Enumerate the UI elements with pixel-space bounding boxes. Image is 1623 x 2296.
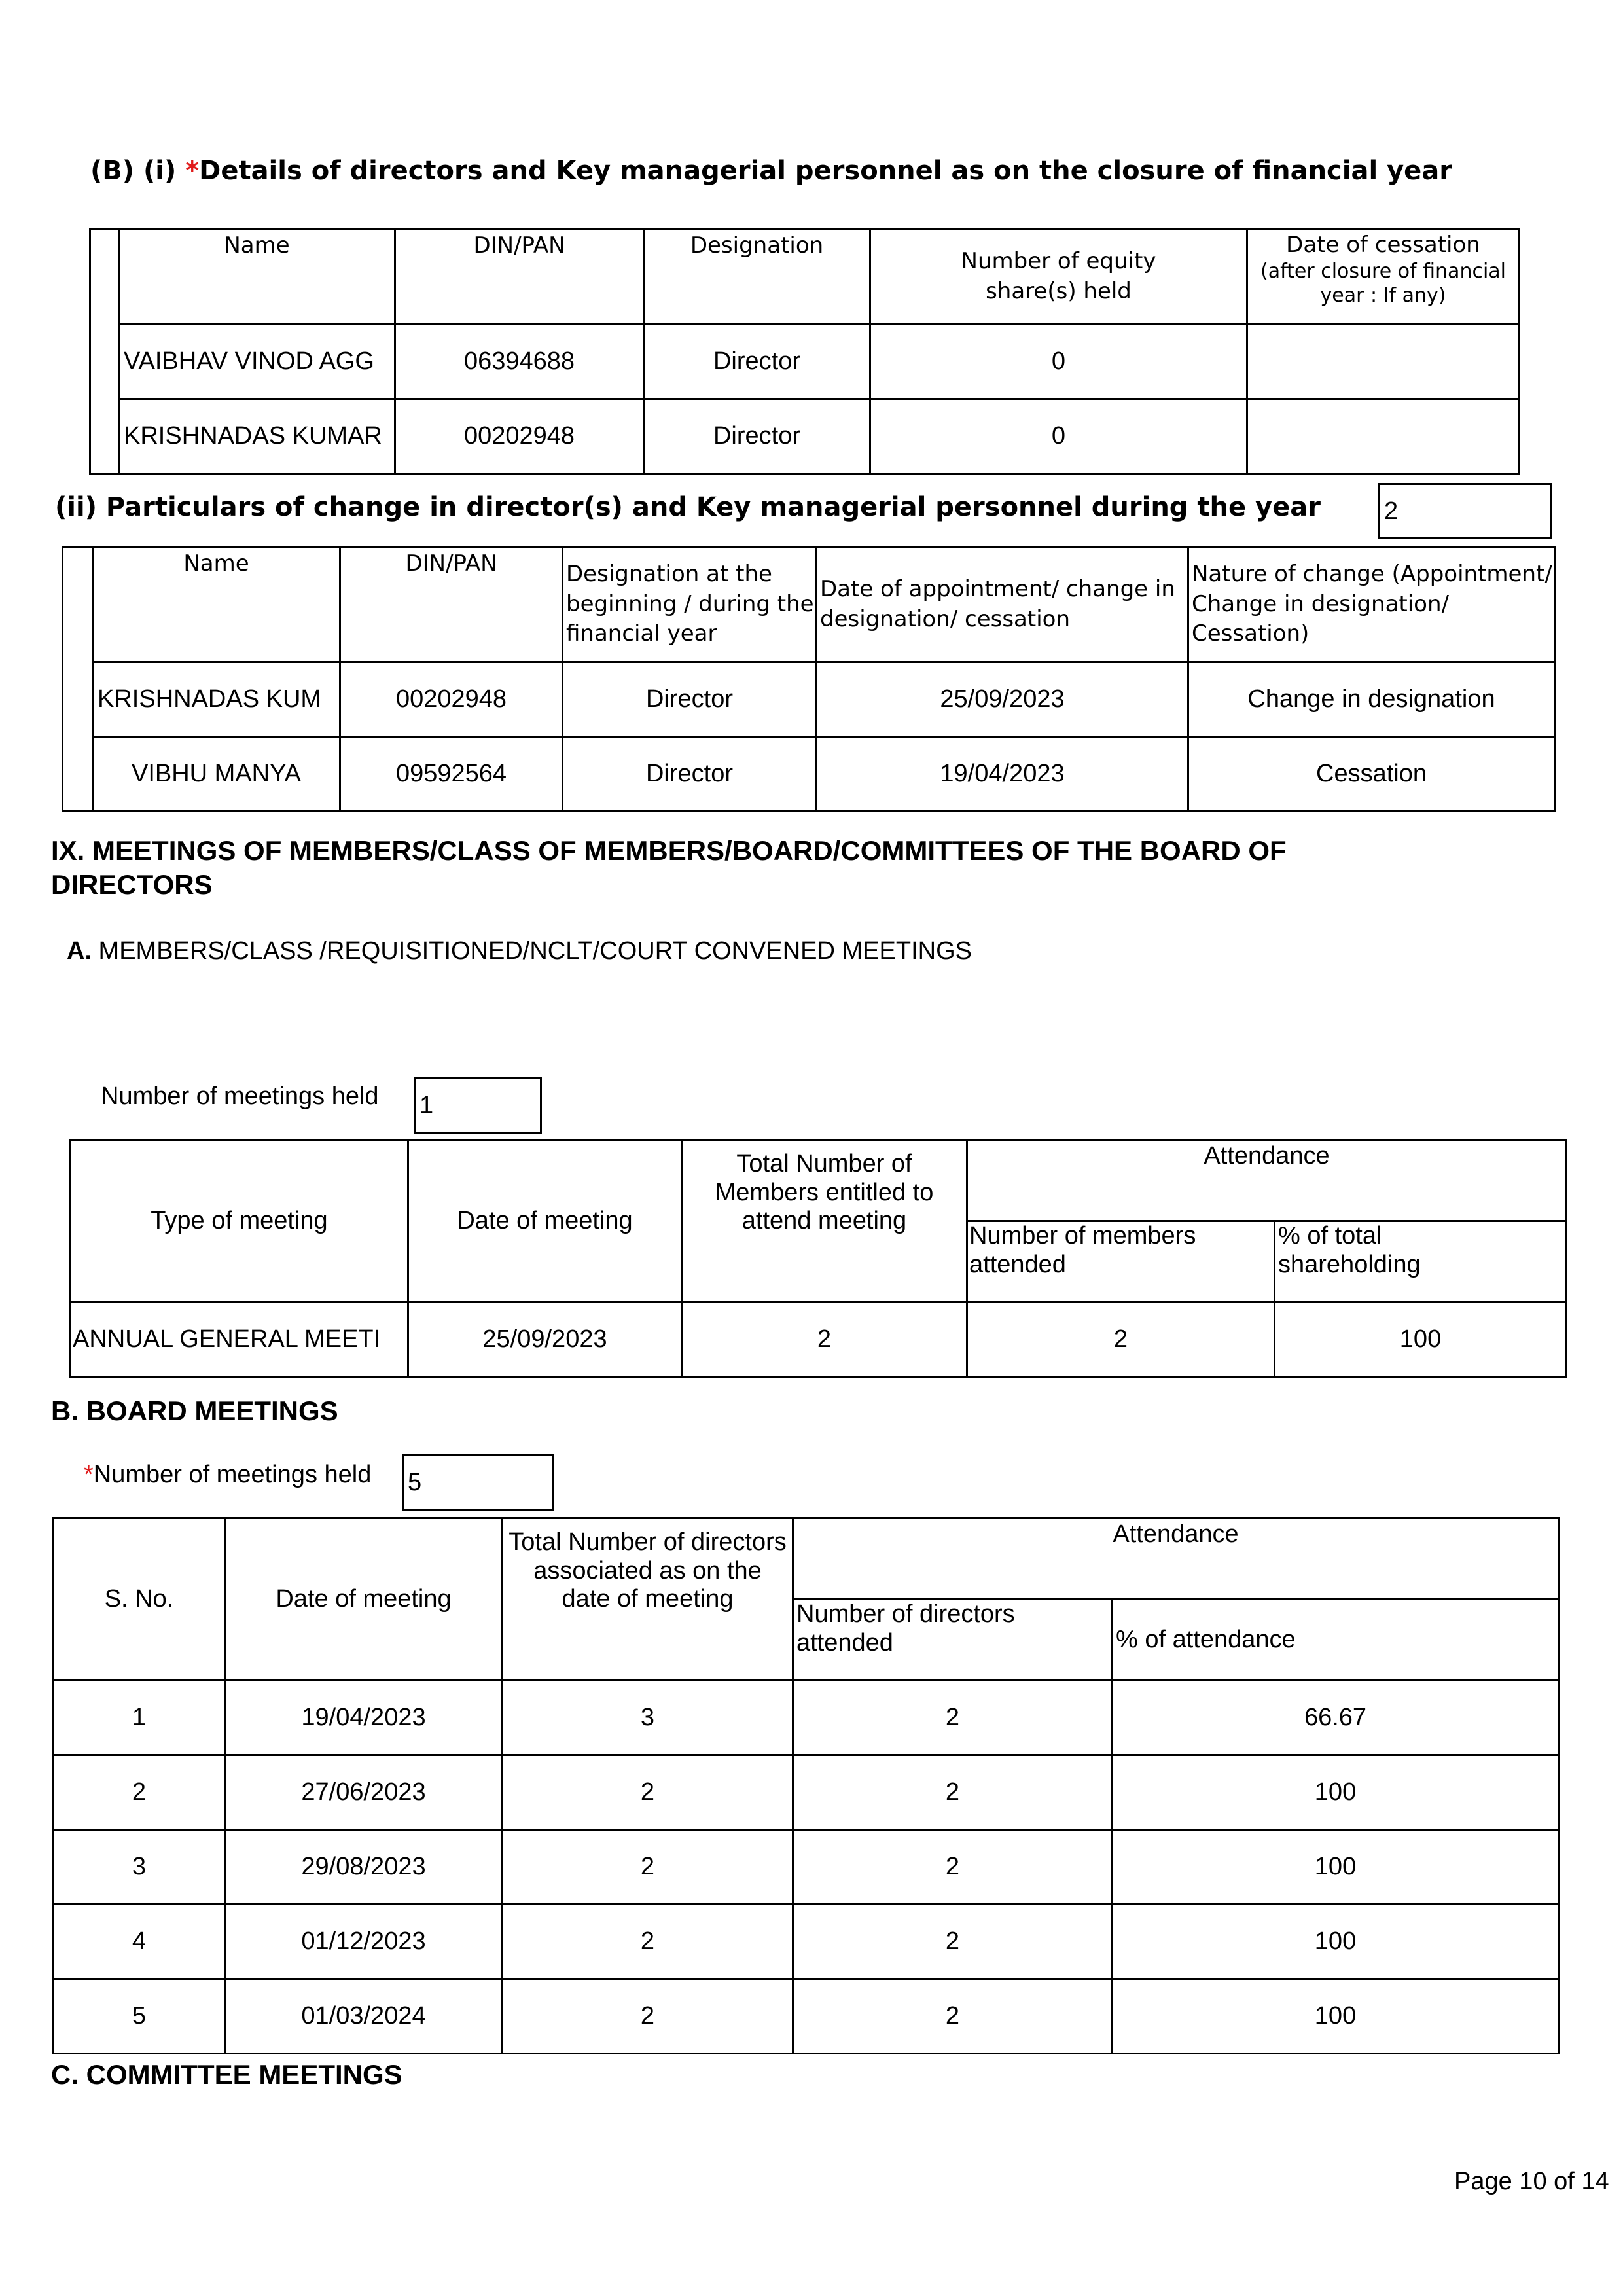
director-name: KRISHNADAS KUMAR [119,399,395,474]
table-row [71,1302,1567,1377]
changes-table [62,546,1556,812]
board-meetings-table [52,1517,1560,2054]
change-din: 09592564 [340,737,563,812]
header-attendance: Attendance [967,1140,1567,1221]
board-sno: 5 [54,1979,225,2054]
change-designation: Director [563,737,817,812]
header-name: Name [93,547,340,662]
director-cessation [1247,325,1520,399]
change-din: 00202948 [340,662,563,737]
change-name: VIBHU MANYA [93,737,340,812]
header-cessation-title: Date of cessation [1286,232,1480,258]
board-attended: 2 [793,1979,1113,2054]
table-row [63,737,1555,812]
board-date: 27/06/2023 [225,1755,503,1830]
change-date: 25/09/2023 [817,662,1188,737]
header-total-directors: Total Number of directors associated as on the date of meeting [503,1518,793,1681]
page-number: Page 10 of 14 [1454,2168,1609,2195]
member-meetings-count-field[interactable]: 1 [414,1077,542,1134]
table-row [63,662,1555,737]
meeting-attended: 2 [967,1302,1275,1377]
board-sno: 1 [54,1681,225,1755]
header-pct-shareholding: % of total shareholding [1275,1221,1567,1302]
header-designation: Designation [644,229,870,325]
header-date: Date of meeting [408,1140,682,1302]
board-meetings-title: B. BOARD MEETINGS [51,1395,338,1426]
board-total: 3 [503,1681,793,1755]
committee-meetings-title: C. COMMITTEE MEETINGS [51,2059,402,2090]
header-din: DIN/PAN [340,547,563,662]
section-a-title-text: MEMBERS/CLASS /REQUISITIONED/NCLT/COURT CONVENED MEETINGS [92,937,972,965]
table-row [54,1681,1559,1755]
director-equity: 0 [870,325,1247,399]
board-attended: 2 [793,1681,1113,1755]
header-total-members: Total Number of Members entitled to attend meeting [682,1140,967,1302]
board-meetings-label [84,1461,371,1489]
header-cessation-sub: (after closure of financial year : If any) [1260,259,1506,307]
board-sno: 3 [54,1830,225,1905]
section-ix-title-line1: IX. MEETINGS OF MEMBERS/CLASS OF MEMBERS/BOARD/COMMITTEES OF THE BOARD OF [51,835,1287,866]
directors-table [89,228,1520,475]
header-cessation [1247,229,1520,325]
change-nature: Change in designation [1188,662,1555,737]
board-sno: 2 [54,1755,225,1830]
row-gutter [63,547,93,812]
director-name: VAIBHAV VINOD AGG [119,325,395,399]
director-designation: Director [644,325,870,399]
header-date: Date of meeting [225,1518,503,1681]
board-total: 2 [503,1979,793,2054]
board-pct: 66.67 [1113,1681,1559,1755]
section-a-prefix: A. [67,937,92,965]
section-ix-title-line2: DIRECTORS [51,869,213,900]
board-date: 19/04/2023 [225,1681,503,1755]
section-b1-prefix: (B) (i) [90,156,186,186]
meeting-total: 2 [682,1302,967,1377]
section-b2-title: (ii) Particulars of change in director(s) and Key managerial personnel during the year [55,492,1321,522]
header-attendance: Attendance [793,1518,1559,1600]
board-attended: 2 [793,1905,1113,1979]
board-pct: 100 [1113,1755,1559,1830]
member-meetings-table [69,1139,1567,1378]
board-date: 01/03/2024 [225,1979,503,2054]
header-designation-beginning: Designation at the beginning / during the financial year [563,547,817,662]
header-pct-attendance: % of attendance [1113,1600,1559,1681]
header-sno: S. No. [54,1518,225,1681]
board-total: 2 [503,1830,793,1905]
section-b1-title-text: Details of directors and Key managerial personnel as on the closure of financial year [199,156,1453,186]
table-row [90,399,1520,474]
board-pct: 100 [1113,1830,1559,1905]
table-row [54,1755,1559,1830]
meeting-date: 25/09/2023 [408,1302,682,1377]
director-cessation [1247,399,1520,474]
section-b1-title [90,156,1452,186]
board-pct: 100 [1113,1905,1559,1979]
board-total: 2 [503,1755,793,1830]
meeting-pct: 100 [1275,1302,1567,1377]
member-meetings-label: Number of meetings held [101,1083,379,1110]
board-pct: 100 [1113,1979,1559,2054]
table-row [90,325,1520,399]
header-equity: Number of equity share(s) held [870,229,1247,325]
board-attended: 2 [793,1830,1113,1905]
section-a-title [67,937,972,965]
required-star: * [185,156,200,186]
section-ix-title [51,834,1287,902]
change-date: 19/04/2023 [817,737,1188,812]
header-directors-attended: Number of directors attended [793,1600,1113,1681]
header-nature-change: Nature of change (Appointment/ Change in designation/ Cessation) [1188,547,1555,662]
board-date: 29/08/2023 [225,1830,503,1905]
director-din: 06394688 [395,325,644,399]
meeting-type: ANNUAL GENERAL MEETI [71,1302,408,1377]
header-date-change: Date of appointment/ change in designation/ cessation [817,547,1188,662]
header-members-attended: Number of members attended [967,1221,1275,1302]
change-designation: Director [563,662,817,737]
table-row [54,1905,1559,1979]
director-designation: Director [644,399,870,474]
table-row [54,1979,1559,2054]
board-meetings-label-text: Number of meetings held [93,1461,372,1488]
table-row [54,1830,1559,1905]
header-din: DIN/PAN [395,229,644,325]
change-count-field[interactable]: 2 [1378,483,1552,539]
director-equity: 0 [870,399,1247,474]
required-star: * [84,1461,94,1488]
change-nature: Cessation [1188,737,1555,812]
header-name: Name [119,229,395,325]
header-type: Type of meeting [71,1140,408,1302]
board-meetings-count-field[interactable]: 5 [402,1454,554,1511]
director-din: 00202948 [395,399,644,474]
board-total: 2 [503,1905,793,1979]
board-attended: 2 [793,1755,1113,1830]
board-sno: 4 [54,1905,225,1979]
change-name: KRISHNADAS KUM [93,662,340,737]
row-gutter [90,229,119,474]
board-date: 01/12/2023 [225,1905,503,1979]
